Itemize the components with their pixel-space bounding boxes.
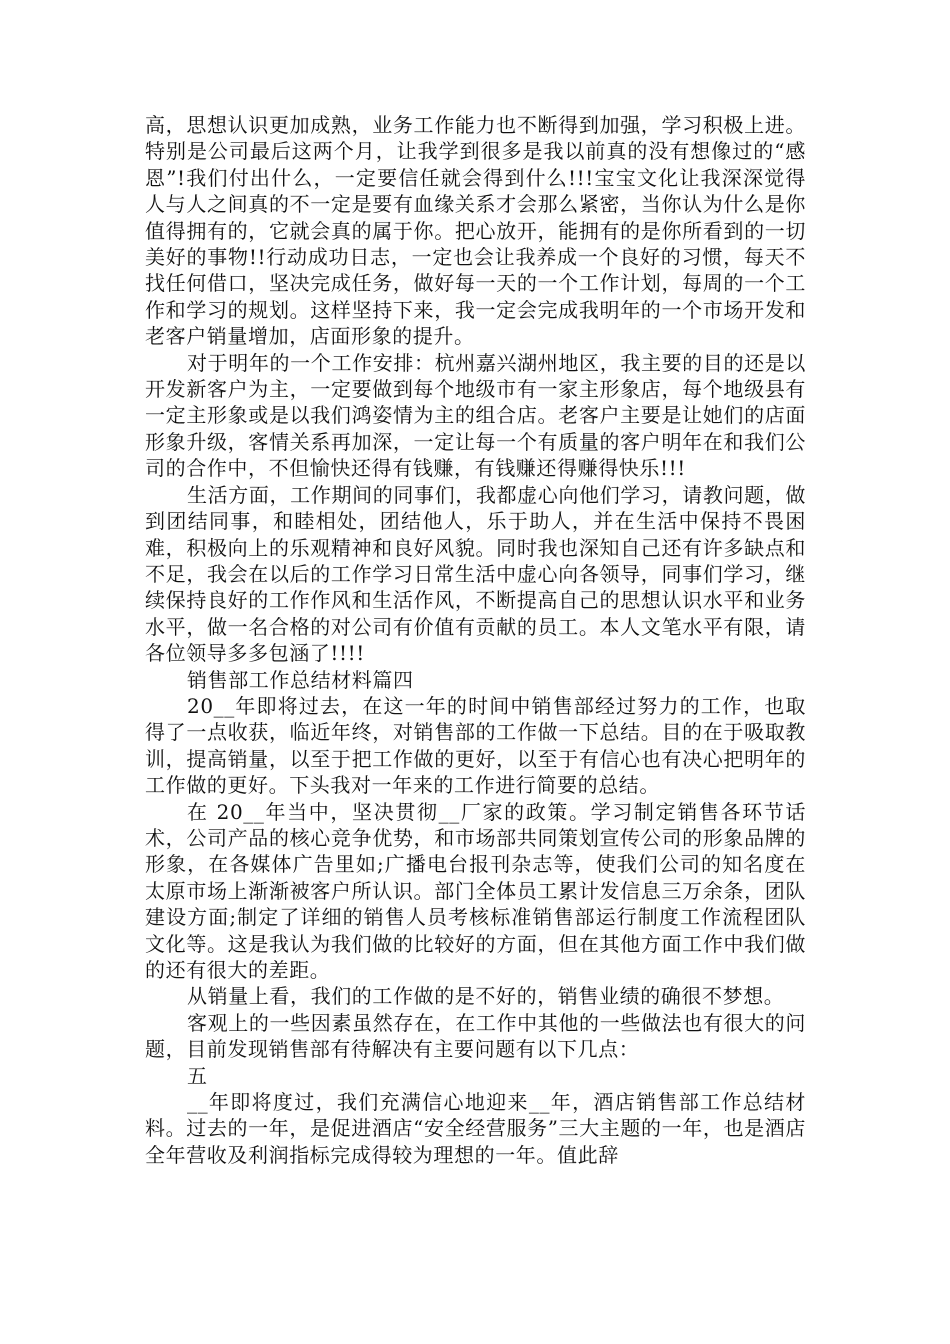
- paragraph-hotel-sales-summary: __年即将度过，我们充满信心地迎来__年，酒店销售部工作总结材料。过去的一年，是促进酒店“安全经营服务”三大主题的一年，也是酒店全年营收及利润指标完成得较为理想的一年。值此辞: [145, 1090, 806, 1167]
- paragraph-work-reflection: 高，思想认识更加成熟，业务工作能力也不断得到加强，学习积极上进。特别是公司最后这两个月，让我学到很多是我以前真的没有想像过的“感恩”!我们付出什么，一定要信任就会得到什么!!!宝宝文化让我深深觉得人与人之间真的不一定是要有血缘关系才会那么紧密，当你认为什么是你值得拥有的，它就会真的属于你。把心放开，能拥有的是你所看到的一切美好的事物!!行动成功日志，一定也会让我养成一个良好的习惯，每天不找任何借口，坚决完成任务，做好每一天的一个工作计划，每周的一个工作和学习的规划。这样坚持下来，我一定会完成我明年的一个市场开发和老客户销量增加，店面形象的提升。: [145, 113, 806, 349]
- paragraph-sales-volume: 从销量上看，我们的工作做的是不好的，销售业绩的确很不梦想。: [187, 984, 785, 1009]
- document-page: [145, 112, 806, 1168]
- paragraph-problems-intro: 客观上的一些因素虽然存在，在工作中其他的一些做法也有很大的问题，目前发现销售部有待解决有主要问题有以下几点：: [145, 1010, 806, 1062]
- paragraph-life-aspects: 生活方面，工作期间的同事们，我都虚心向他们学习，请教问题，做到团结同事，和睦相处，团结他人，乐于助人，并在生活中保持不畏困难，积极向上的乐观精神和良好风貌。同时我也深知自己还有许多缺点和不足，我会在以后的工作学习日常生活中虚心向各领导，同事们学习，继续保持良好的工作作风和生活作风，不断提高自己的思想认识水平和业务水平，做一名合格的对公司有价值有贡献的员工。本人文笔水平有限，请各位领导多多包涵了!!!!: [145, 482, 806, 666]
- section-heading-part-four: 销售部工作总结材料篇四: [187, 667, 414, 692]
- paragraph-year-summary-intro: 20__年即将过去，在这一年的时间中销售部经过努力的工作，也取得了一点收获，临近年终，对销售部的工作做一下总结。目的在于吸取教训，提高销量，以至于把工作做的更好，以至于有信心也有决心把明年的工作做的更好。下头我对一年来的工作进行简要的总结。: [145, 693, 806, 798]
- section-heading-part-five: 五: [187, 1063, 208, 1088]
- paragraph-next-year-plan: 对于明年的一个工作安排：杭州嘉兴湖州地区，我主要的目的还是以开发新客户为主，一定要做到每个地级市有一家主形象店，每个地级县有一定主形象或是以我们鸿姿情为主的组合店。老客户主要是让她们的店面形象升级，客情关系再加深，一定让每一个有质量的客户明年在和我们公司的合作中，不但愉快还得有钱赚，有钱赚还得赚得快乐!!!: [145, 350, 806, 481]
- paragraph-policy-implementation: 在 20__年当中，坚决贯彻__厂家的政策。学习制定销售各环节话术，公司产品的核心竞争优势，和市场部共同策划宣传公司的形象品牌的形象，在各媒体广告里如;广播电台报刊杂志等，使我们公司的知名度在太原市场上渐渐被客户所认识。部门全体员工累计发信息三万余条，团队建设方面;制定了详细的销售人员考核标准销售部运行制度工作流程团队文化等。这是我认为我们做的比较好的方面，但在其他方面工作中我们做的还有很大的差距。: [145, 799, 806, 982]
